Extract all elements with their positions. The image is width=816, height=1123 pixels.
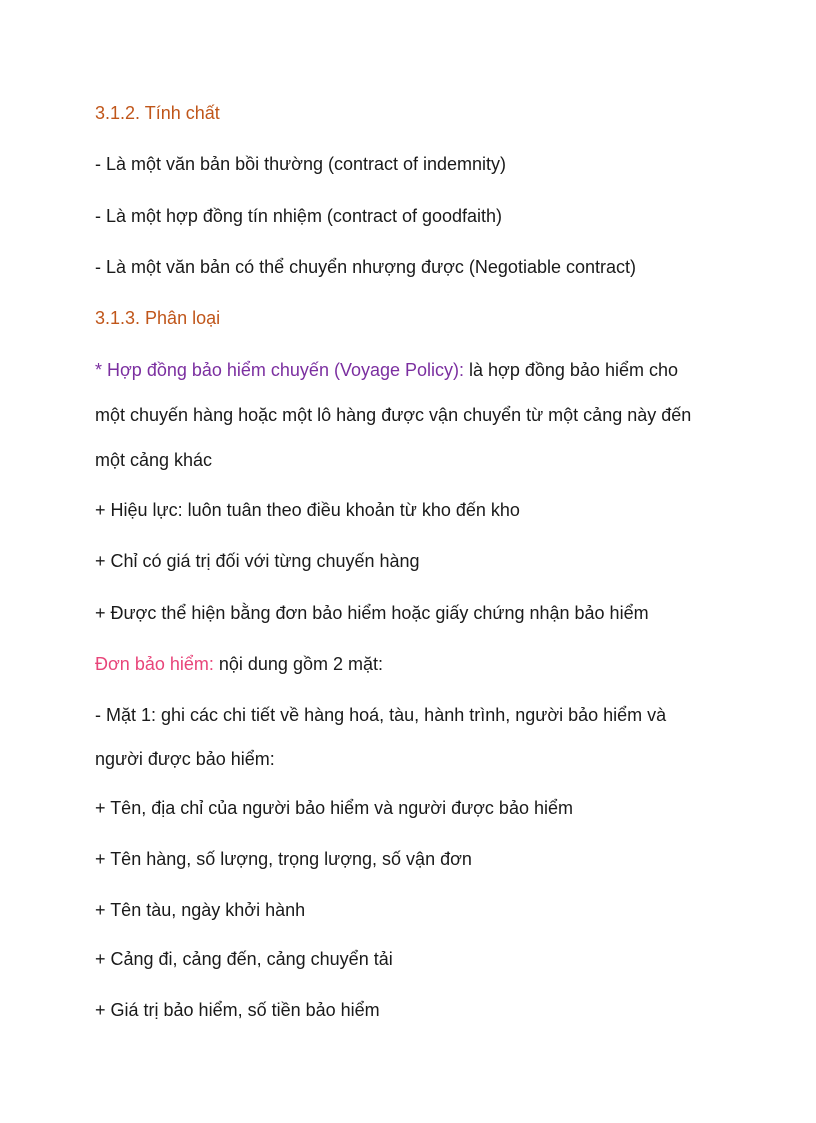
detail-item-vessel: + Tên tàu, ngày khởi hành: [95, 900, 306, 920]
detail-item-goods: + Tên hàng, số lượng, trọng lượng, số vận đơn: [95, 849, 472, 869]
feature-item-per-shipment: + Chỉ có giá trị đối với từng chuyến hàng: [95, 551, 420, 571]
property-item-goodfaith: - Là một hợp đồng tín nhiệm (contract of goodfaith): [95, 206, 503, 226]
voyage-policy-term: * Hợp đồng bảo hiểm chuyến (Voyage Policy):: [95, 360, 465, 380]
policy-document-paragraph: [95, 653, 383, 675]
detail-item-ports: + Cảng đi, cảng đến, cảng chuyển tải: [95, 949, 393, 969]
property-item-negotiable: - Là một văn bản có thể chuyển nhượng được (Negotiable contract): [95, 257, 637, 277]
section-heading-phan-loai: 3.1.3. Phân loại: [95, 308, 221, 328]
side1-description-line2: người được bảo hiểm:: [95, 749, 275, 769]
side1-description-line1: - Mặt 1: ghi các chi tiết về hàng hoá, tàu, hành trình, người bảo hiểm và: [95, 705, 667, 725]
policy-document-text: nội dung gồm 2 mặt:: [213, 654, 383, 674]
detail-item-insured-value: + Giá trị bảo hiểm, số tiền bảo hiểm: [95, 1000, 380, 1020]
policy-document-term: Đơn bảo hiểm:: [95, 654, 214, 674]
voyage-policy-definition-line2: một chuyến hàng hoặc một lô hàng được vận chuyển từ một cảng này đến: [95, 405, 692, 425]
feature-item-document: + Được thể hiện bằng đơn bảo hiểm hoặc giấy chứng nhận bảo hiểm: [95, 603, 649, 623]
section-heading-tinh-chat: 3.1.2. Tính chất: [95, 103, 220, 123]
detail-item-names-addresses: + Tên, địa chỉ của người bảo hiểm và người được bảo hiểm: [95, 798, 573, 818]
voyage-policy-definition: là hợp đồng bảo hiểm cho: [464, 360, 678, 380]
property-item-indemnity: - Là một văn bản bồi thường (contract of indemnity): [95, 154, 507, 174]
voyage-policy-definition-line3: một cảng khác: [95, 450, 213, 470]
feature-item-validity: + Hiệu lực: luôn tuân theo điều khoản từ kho đến kho: [95, 500, 520, 520]
voyage-policy-paragraph: [95, 359, 678, 381]
